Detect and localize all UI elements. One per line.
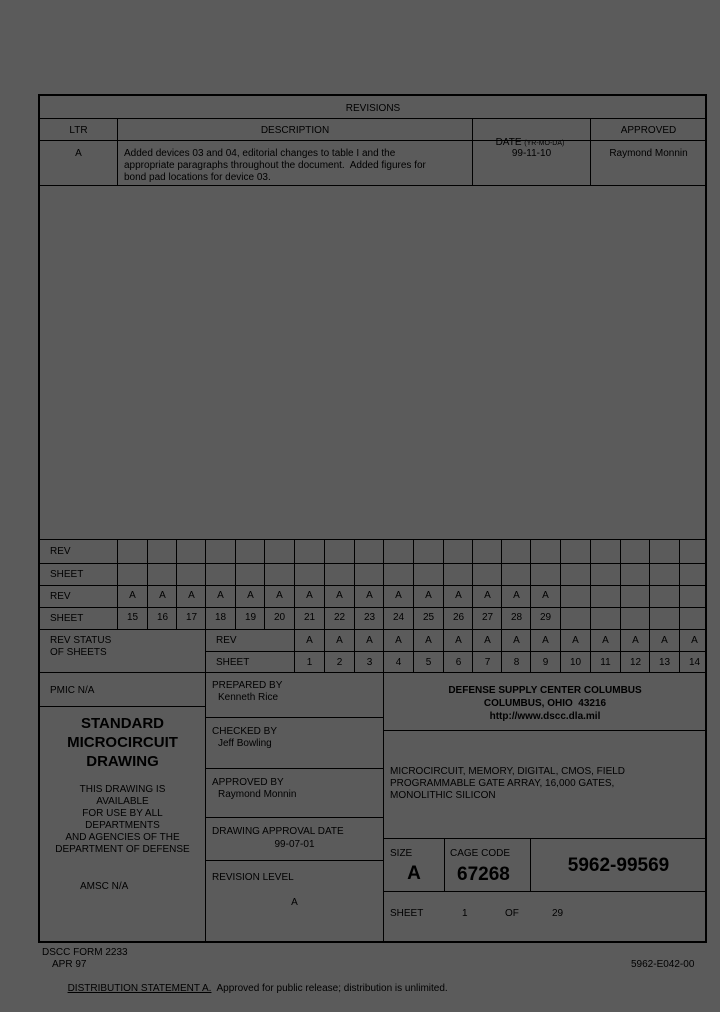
title-block-2: PROGRAMMABLE GATE ARRAY, 16,000 GATES, xyxy=(390,778,615,789)
grid-sheet-cell: 28 xyxy=(510,612,523,623)
status-rev-cell: A xyxy=(691,635,698,646)
grid-sheet-cell: 22 xyxy=(333,612,346,623)
rev-entry-description-1: Added devices 03 and 04, editorial changes to table I and the xyxy=(124,148,396,159)
checked-by-value: Jeff Bowling xyxy=(218,738,272,749)
status-rev-cell: A xyxy=(336,635,343,646)
status-sheet-cell: 3 xyxy=(366,657,373,668)
grid-rev-cell: A xyxy=(247,590,254,601)
rev-entry-ltr: A xyxy=(75,148,82,159)
rev-entry-date: 99-11-10 xyxy=(511,148,552,159)
status-rev-label: REV xyxy=(216,635,237,646)
distribution-label: DISTRIBUTION STATEMENT A. xyxy=(67,983,212,994)
status-rev-cell: A xyxy=(513,635,520,646)
sheet-number: 1 xyxy=(462,908,468,919)
grid-sheet-cell: 17 xyxy=(185,612,198,623)
grid-sheet-cell: 18 xyxy=(214,612,227,623)
dscc-line-3: http://www.dscc.dla.mil xyxy=(489,711,601,722)
distribution-statement xyxy=(62,971,448,995)
availability-4: DEPARTMENTS xyxy=(85,820,160,831)
approved-by-value: Raymond Monnin xyxy=(218,789,297,800)
grid-rev-cell: A xyxy=(276,590,283,601)
drawing-number: 5962-99569 xyxy=(567,855,670,876)
status-rev-cell: A xyxy=(661,635,668,646)
grid-rev-cell: A xyxy=(395,590,402,601)
status-sheet-cell: 12 xyxy=(629,657,642,668)
status-sheet-cell: 7 xyxy=(484,657,491,668)
grid-sheet-cell: 21 xyxy=(303,612,316,623)
amsc-label: AMSC N/A xyxy=(80,881,129,892)
document-code: 5962-E042-00 xyxy=(631,959,695,970)
status-sheet-cell: 4 xyxy=(395,657,402,668)
grid-rev-cell: A xyxy=(425,590,432,601)
status-rev-cell: A xyxy=(484,635,491,646)
grid-sheet-cell: 29 xyxy=(539,612,552,623)
standard-title-3: DRAWING xyxy=(86,753,159,770)
revision-level-value: A xyxy=(291,897,298,908)
status-rev-cell: A xyxy=(542,635,549,646)
status-rev-cell: A xyxy=(455,635,462,646)
grid-rev-cell: A xyxy=(306,590,313,601)
rev-status-label: REV STATUS xyxy=(50,635,112,646)
status-sheet-cell: 6 xyxy=(455,657,462,668)
grid-rev-cell: A xyxy=(366,590,373,601)
grid-sheet-cell: 19 xyxy=(244,612,257,623)
prepared-by-value: Kenneth Rice xyxy=(218,692,279,703)
prepared-by-label: PREPARED BY xyxy=(212,680,283,691)
grid-sheet-cell: 25 xyxy=(422,612,435,623)
status-rev-cell: A xyxy=(602,635,609,646)
standard-title-2: MICROCIRCUIT xyxy=(67,734,178,751)
sheet-of: OF xyxy=(505,908,519,919)
status-rev-cell: A xyxy=(572,635,579,646)
pmic-label: PMIC N/A xyxy=(50,685,95,696)
form-date: APR 97 xyxy=(52,959,87,970)
standard-title-1: STANDARD xyxy=(80,715,165,732)
status-rev-cell: A xyxy=(366,635,373,646)
form-number: DSCC FORM 2233 xyxy=(42,947,128,958)
grid-sheet-cell: 24 xyxy=(392,612,405,623)
status-sheet-cell: 13 xyxy=(658,657,671,668)
title-block-1: MICROCIRCUIT, MEMORY, DIGITAL, CMOS, FIELD xyxy=(390,766,626,777)
rev-entry-description-2: appropriate paragraphs throughout the document. Added figures for xyxy=(124,160,426,171)
grid-rev-cell: A xyxy=(159,590,166,601)
grid-rev-cell: A xyxy=(484,590,491,601)
grid-rev-cell: A xyxy=(455,590,462,601)
approval-date-value: 99-07-01 xyxy=(274,839,315,850)
grid-sheet-cell: 26 xyxy=(452,612,465,623)
grid-sheet-label-2: SHEET xyxy=(50,613,84,624)
grid-sheet-cell: 15 xyxy=(126,612,139,623)
cage-code-value: 67268 xyxy=(457,864,510,885)
header-description: DESCRIPTION xyxy=(260,125,330,136)
status-sheet-label: SHEET xyxy=(216,657,250,668)
distribution-text: Approved for public release; distribution is unlimited. xyxy=(211,983,448,994)
approval-date-label: DRAWING APPROVAL DATE xyxy=(212,826,344,837)
availability-6: DEPARTMENT OF DEFENSE xyxy=(55,844,190,855)
status-rev-cell: A xyxy=(395,635,402,646)
status-sheet-cell: 1 xyxy=(306,657,313,668)
availability-2: AVAILABLE xyxy=(96,796,149,807)
grid-sheet-cell: 16 xyxy=(156,612,169,623)
availability-1: THIS DRAWING IS xyxy=(79,784,166,795)
availability-3: FOR USE BY ALL xyxy=(82,808,163,819)
sheet-label: SHEET xyxy=(390,908,424,919)
status-sheet-cell: 11 xyxy=(600,657,611,668)
status-sheet-cell: 2 xyxy=(336,657,343,668)
grid-sheet-cell: 23 xyxy=(363,612,376,623)
grid-rev-cell: A xyxy=(542,590,549,601)
grid-rev-label-1: REV xyxy=(50,546,71,557)
rev-status-label-2: OF SHEETS xyxy=(50,647,107,658)
grid-rev-cell: A xyxy=(188,590,195,601)
grid-rev-cell: A xyxy=(336,590,343,601)
dscc-line-2: COLUMBUS, OHIO 43216 xyxy=(483,698,607,709)
cage-code-label: CAGE CODE xyxy=(450,848,511,859)
status-sheet-cell: 5 xyxy=(425,657,432,668)
grid-rev-cell: A xyxy=(217,590,224,601)
dscc-line-1: DEFENSE SUPPLY CENTER COLUMBUS xyxy=(448,685,642,696)
status-sheet-cell: 9 xyxy=(542,657,549,668)
grid-sheet-cell: 27 xyxy=(481,612,494,623)
status-sheet-cell: 10 xyxy=(569,657,582,668)
size-value: A xyxy=(407,863,421,884)
approved-by-label: APPROVED BY xyxy=(212,777,284,788)
grid-rev-cell: A xyxy=(129,590,136,601)
grid-sheet-label-1: SHEET xyxy=(50,569,84,580)
grid-sheet-cell: 20 xyxy=(273,612,286,623)
header-ltr: LTR xyxy=(69,125,88,136)
title-block-3: MONOLITHIC SILICON xyxy=(390,790,496,801)
header-approved: APPROVED xyxy=(620,125,677,136)
rev-entry-description-3: bond pad locations for device 03. xyxy=(124,172,271,183)
status-sheet-cell: 8 xyxy=(513,657,520,668)
revision-level-label: REVISION LEVEL xyxy=(212,872,294,883)
status-rev-cell: A xyxy=(632,635,639,646)
revisions-title: REVISIONS xyxy=(345,103,401,114)
header-date: DATE (YR-MO-DA) xyxy=(495,137,565,148)
size-label: SIZE xyxy=(390,848,413,859)
checked-by-label: CHECKED BY xyxy=(212,726,278,737)
status-rev-cell: A xyxy=(425,635,432,646)
status-rev-cell: A xyxy=(306,635,313,646)
grid-rev-label-2: REV xyxy=(50,591,71,602)
availability-5: AND AGENCIES OF THE xyxy=(65,832,180,843)
grid-rev-cell: A xyxy=(513,590,520,601)
rev-entry-approved: Raymond Monnin xyxy=(609,148,688,159)
sheet-total: 29 xyxy=(552,908,564,919)
status-sheet-cell: 14 xyxy=(688,657,701,668)
